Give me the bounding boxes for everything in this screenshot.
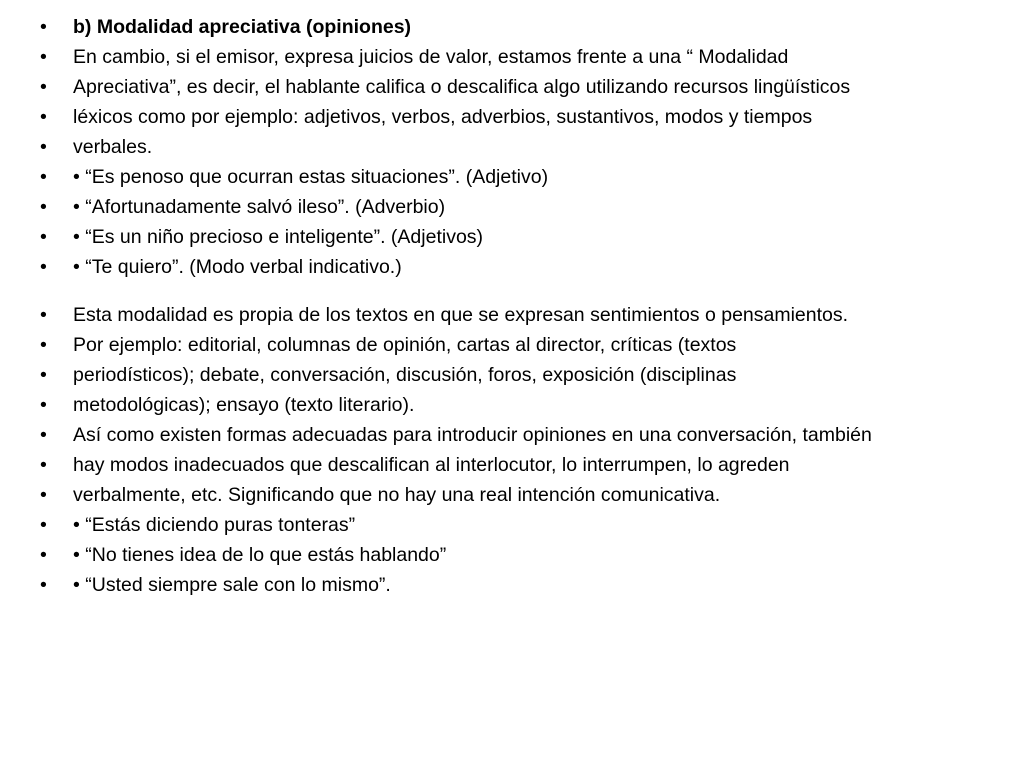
list-item [40,75,994,99]
bullet-dot: • [40,196,47,218]
bullet-dot: • [40,484,47,506]
list-item-text: • “Afortunadamente salvó ileso”. (Adverbio) [73,196,446,218]
bullet-dot: • [40,364,47,386]
list-item [40,363,994,387]
list-item [40,195,994,219]
list-item [40,15,994,39]
list-item [40,225,994,249]
list-item [40,255,994,279]
list-item-text: En cambio, si el emisor, expresa juicios de valor, estamos frente a una “ Modalidad [73,46,789,68]
list-item [40,513,994,537]
list-item-text: Esta modalidad es propia de los textos en que se expresan sentimientos o pensamientos. [73,304,849,326]
list-item-text: Así como existen formas adecuadas para introducir opiniones en una conversación, también [73,424,872,446]
bullet-dot: • [40,334,47,356]
list-item-text: • “Es penoso que ocurran estas situaciones”. (Adjetivo) [73,166,549,188]
bullet-dot: • [40,256,47,278]
list-item-text: Apreciativa”, es decir, el hablante califica o descalifica algo utilizando recursos lingüísticos [73,76,851,98]
bullet-dot: • [40,394,47,416]
bullet-dot: • [40,226,47,248]
bullet-dot: • [40,46,47,68]
list-item-text: metodológicas); ensayo (texto literario). [73,394,415,416]
list-item-text: • “Estás diciendo puras tonteras” [73,514,356,536]
bullet-dot: • [40,166,47,188]
bullet-dot: • [40,304,47,326]
list-item-text: hay modos inadecuados que descalifican al interlocutor, lo interrumpen, lo agreden [73,454,790,476]
bullet-dot: • [40,514,47,536]
list-item [40,333,994,357]
list-item-text: b) Modalidad apreciativa (opiniones) [73,16,412,38]
bullet-dot: • [40,424,47,446]
list-item-text: • “Es un niño precioso e inteligente”. (Adjetivos) [73,226,484,248]
list-item-text: verbalmente, etc. Significando que no hay una real intención comunicativa. [73,484,721,506]
list-item-text: • “Usted siempre sale con lo mismo”. [73,574,391,596]
list-item [40,105,994,129]
bullet-list [40,15,994,597]
list-item [40,45,994,69]
list-item-text: periodísticos); debate, conversación, discusión, foros, exposición (disciplinas [73,364,737,386]
bullet-dot: • [40,544,47,566]
list-item [40,393,994,417]
list-item-text: • “Te quiero”. (Modo verbal indicativo.) [73,256,402,278]
list-item [40,483,994,507]
list-item-text: • “No tienes idea de lo que estás hablando” [73,544,447,566]
bullet-dot: • [40,136,47,158]
list-item [40,573,994,597]
bullet-dot: • [40,454,47,476]
list-item [40,135,994,159]
bullet-dot: • [40,106,47,128]
list-item-text: léxicos como por ejemplo: adjetivos, verbos, adverbios, sustantivos, modos y tiempos [73,106,813,128]
list-item [40,543,994,567]
list-item-text: verbales. [73,136,153,158]
bullet-dot: • [40,76,47,98]
bullet-dot: • [40,16,47,38]
list-item [40,303,994,327]
list-item [40,453,994,477]
bullet-dot: • [40,574,47,596]
list-item [40,165,994,189]
list-item [40,423,994,447]
list-item-text: Por ejemplo: editorial, columnas de opinión, cartas al director, críticas (textos [73,334,737,356]
